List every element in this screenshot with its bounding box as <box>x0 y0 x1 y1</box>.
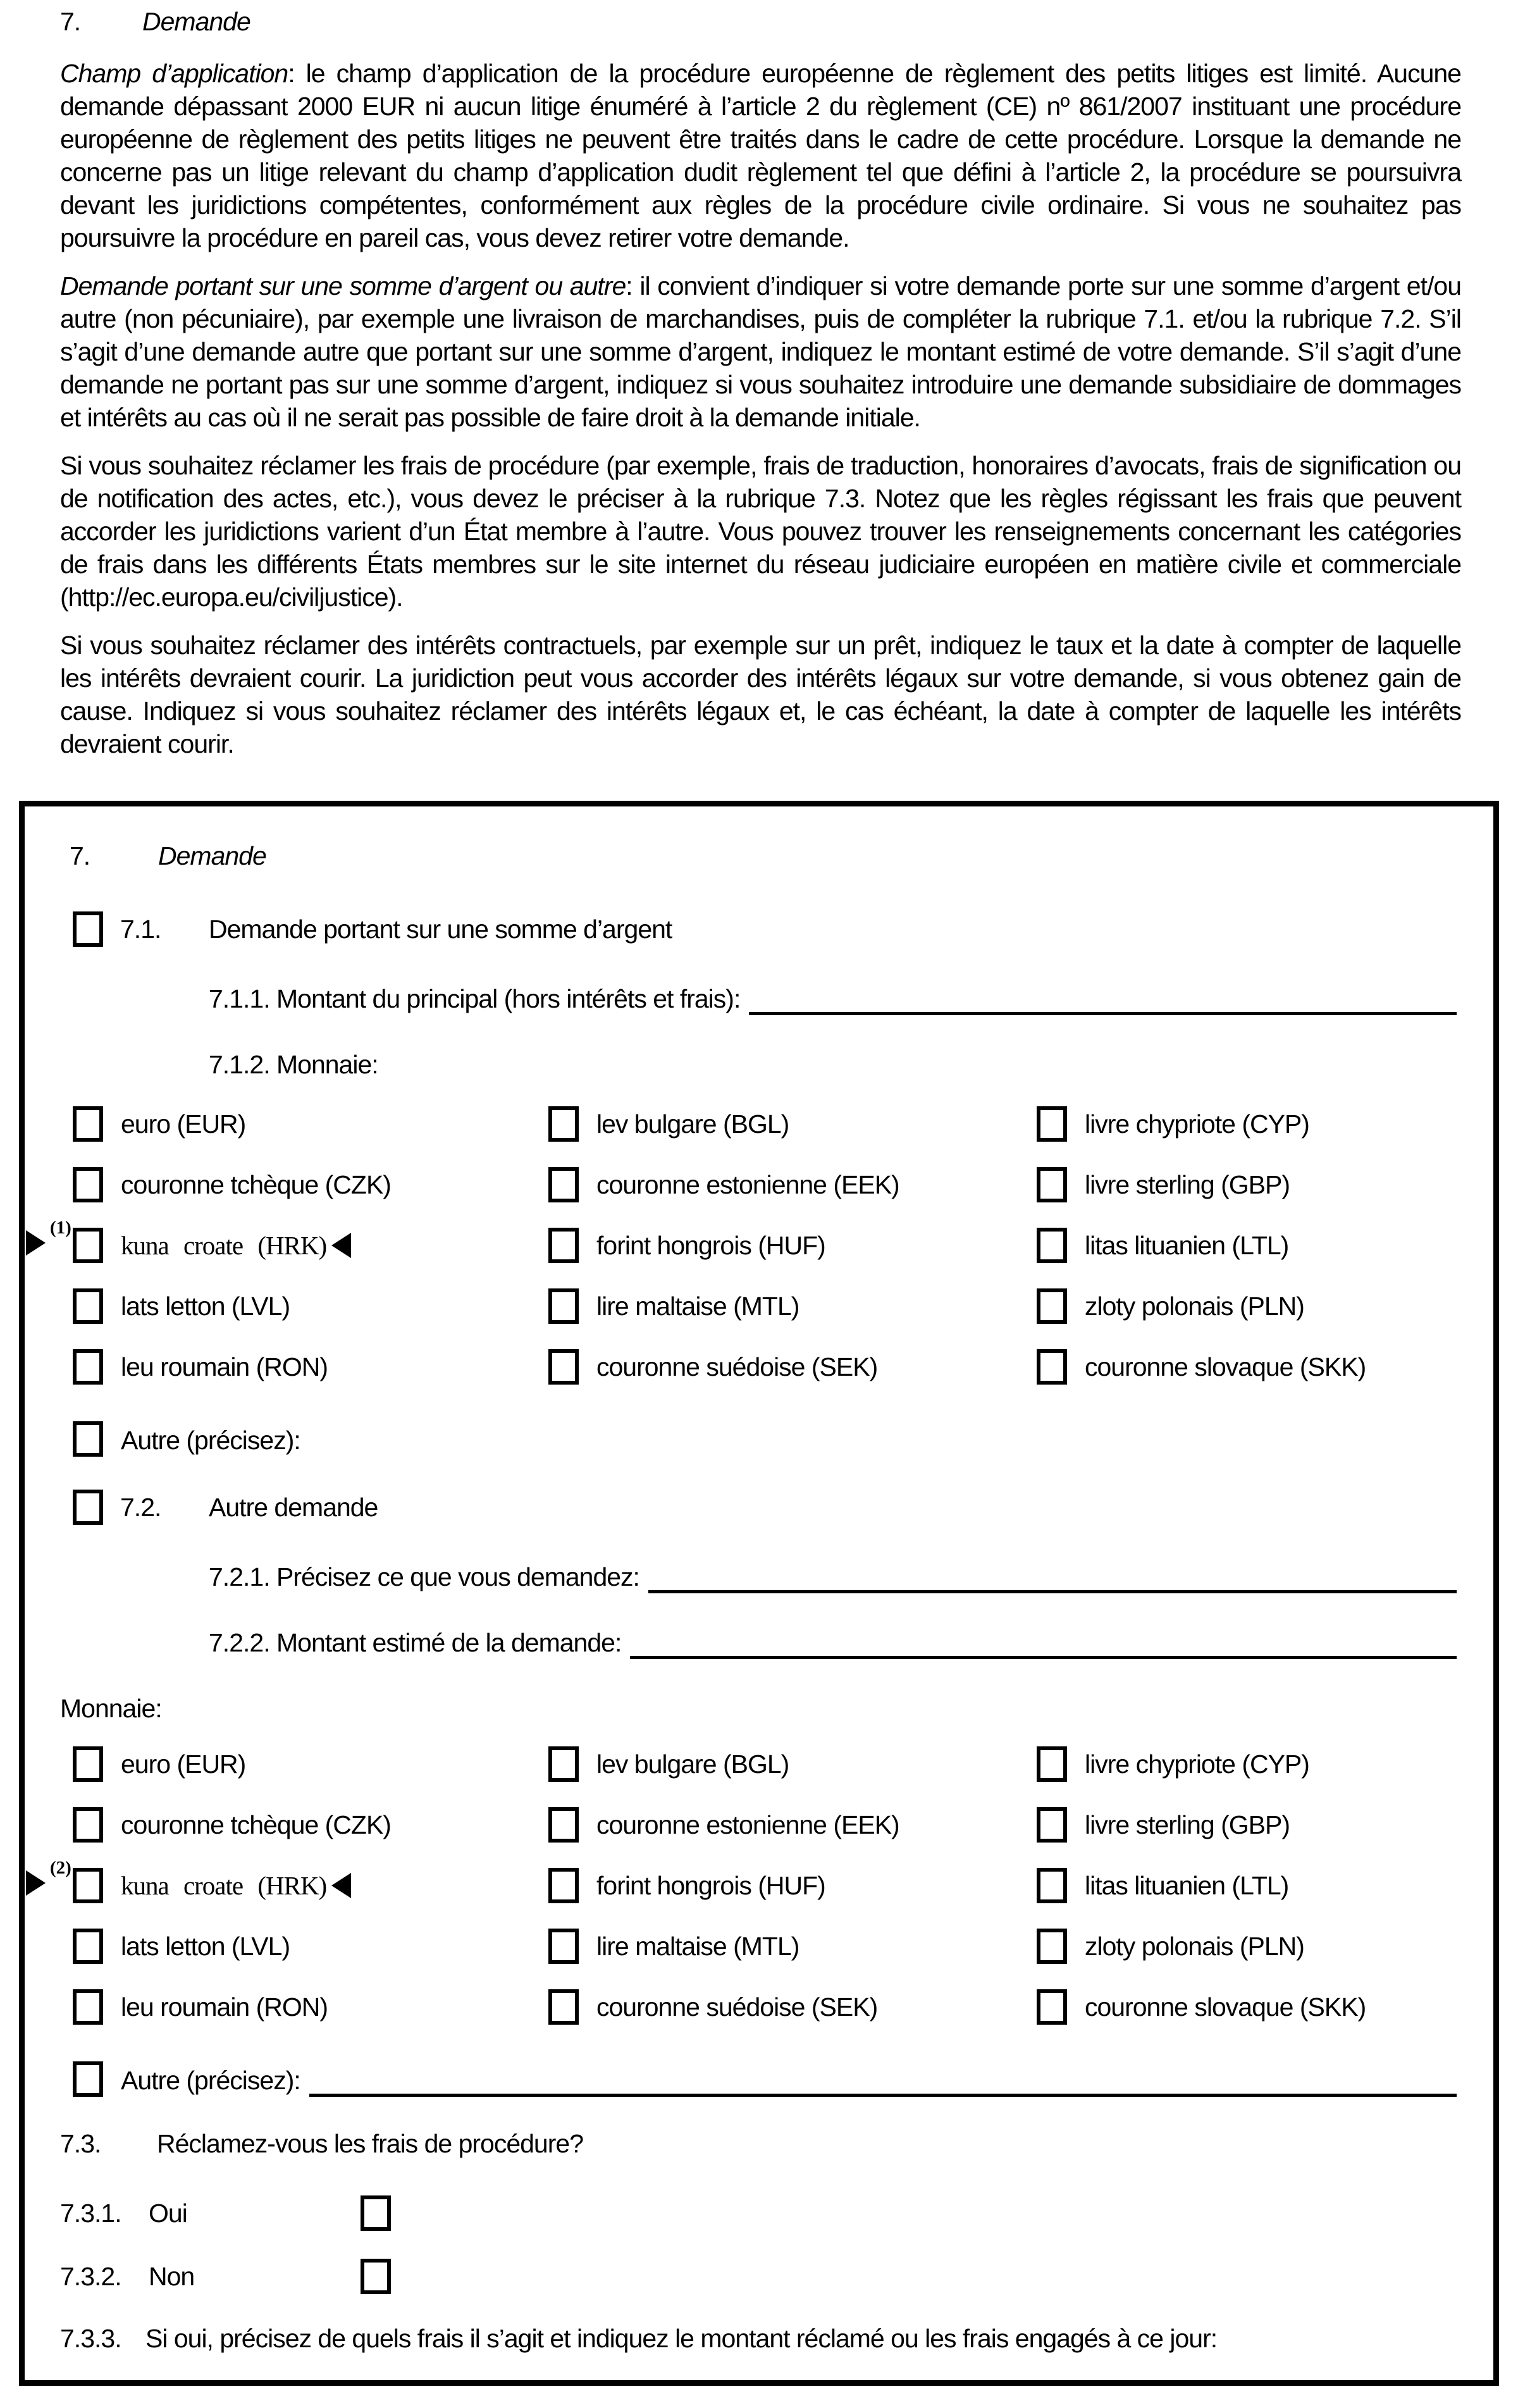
currency-label: couronne suédoise (SEK) <box>596 1352 878 1381</box>
currency-grid-1 <box>50 1106 1457 1410</box>
currency-label: couronne suédoise (SEK) <box>596 1992 878 2022</box>
currency-label: lats letton (LVL) <box>121 1292 290 1321</box>
oui-label: Oui <box>149 2199 187 2228</box>
form-heading <box>70 839 1457 872</box>
currency-option-mtl[interactable] <box>548 1929 1037 1964</box>
field-number: 7.3.1. <box>60 2199 121 2228</box>
field-7-2-2 <box>209 1626 1457 1659</box>
field-label: 7.2.2. Montant estimé de la demande: <box>209 1628 622 1657</box>
currency-option-eur[interactable] <box>73 1106 548 1142</box>
currency-checkbox[interactable] <box>73 1421 103 1457</box>
currency-option-ltl[interactable] <box>1037 1228 1457 1263</box>
currency-checkbox[interactable] <box>1037 1349 1067 1385</box>
paragraph-lead: Demande portant sur une somme d’argent ou autre <box>60 271 626 300</box>
checkbox-oui[interactable] <box>361 2195 391 2231</box>
field-number: 7.3.3. <box>60 2324 121 2353</box>
field-7-3-1-oui[interactable] <box>60 2195 1457 2231</box>
currency-option-other-1[interactable] <box>73 1421 1457 1457</box>
currency-checkbox[interactable] <box>1037 1167 1067 1202</box>
section-7-3 <box>60 2127 1457 2160</box>
paragraph-demande-somme <box>60 269 1461 434</box>
currency-checkbox[interactable] <box>1037 1989 1067 2025</box>
currency-checkbox[interactable] <box>73 1167 103 1202</box>
currency-label: livre chypriote (CYP) <box>1085 1109 1309 1139</box>
currency-label: euro (EUR) <box>121 1109 246 1139</box>
currency-label: lire maltaise (MTL) <box>596 1932 799 1961</box>
currency-option-pln[interactable] <box>1037 1929 1457 1964</box>
currency-checkbox[interactable] <box>548 1288 579 1324</box>
paragraph-body: : il convient d’indiquer si votre demande porte sur une somme d’argent et/ou autre (non pécuniaire), par exemple une livraison de marchandises, puis de compléter la rubrique 7.1. et/ou la rubrique 7.2. S’il s’agit d’une demande autre que portant sur une somme d’argent, indiquez le montant estimé de votre demande. S’il s’agit d’une demande ne portant pas sur une somme d’argent, indiquez si vous souhaitez introduire une demande subsidiaire de dommages et intérêts au cas où il ne serait pas possible de faire droit à la demande initiale. <box>60 271 1461 432</box>
currency-label: couronne estonienne (EEK) <box>596 1810 899 1839</box>
section-number: 7.3. <box>60 2129 101 2158</box>
section-number: 7.2. <box>120 1493 161 1522</box>
currency-checkbox[interactable] <box>548 1807 579 1843</box>
currency-checkbox[interactable] <box>548 1746 579 1782</box>
paragraph-body: Si vous souhaitez réclamer des intérêts contractuels, par exemple sur un prêt, indiquez le taux et la date à compter de laquelle les intérêts devraient courir. La juridiction peut vous accorder des intérêts légaux sur votre demande, si vous obtenez gain de cause. Indiquez si vous souhaitez réclamer des intérêts légaux et, le cas échéant, la date à compter de laquelle les intérêts devraient courir. <box>60 631 1461 758</box>
field-number: 7.3.2. <box>60 2262 121 2291</box>
currency-label: couronne tchèque (CZK) <box>121 1170 391 1199</box>
currency-checkbox[interactable] <box>548 1167 579 1202</box>
section-7-2[interactable] <box>73 1490 1457 1525</box>
non-label: Non <box>149 2262 195 2291</box>
amendment-start-marker-icon <box>26 1870 46 1896</box>
amount-principal-input[interactable] <box>749 984 1457 1015</box>
currency-label: lev bulgare (BGL) <box>596 1109 789 1139</box>
paragraph-frais-procedure <box>60 449 1461 614</box>
currency-option-hrk[interactable] <box>50 1218 548 1263</box>
currency-label: kuna croate (HRK) <box>121 1231 327 1260</box>
currency-option-eek[interactable] <box>548 1807 1037 1843</box>
currency-option-sek[interactable] <box>548 1349 1037 1385</box>
currency-label: kuna croate (HRK) <box>121 1871 327 1900</box>
currency-option-other-2[interactable] <box>73 2061 1457 2097</box>
currency-label: lev bulgare (BGL) <box>596 1750 789 1779</box>
amendment-ref-1: (1) <box>50 1218 71 1238</box>
currency-option-cyp[interactable] <box>1037 1746 1457 1782</box>
field-7-2-1 <box>209 1560 1457 1593</box>
paragraph-body: : le champ d’application de la procédure européenne de règlement des petits litiges est limité. Aucune demande dépassant 2000 EUR ni aucun litige énuméré à l’article 2 du règlement (CE) nº 861/2007 instituant une procédure européenne de règlement des petits litiges ne peuvent être traités dans le cadre de cette procédure. Lorsque la demande ne concerne pas un litige relevant du champ d’application dudit règlement tel que défini à l’article 2, la procédure se poursuivra devant les juridictions compétentes, conformément aux règles de la procédure civile ordinaire. Si vous ne souhaitez pas poursuivre la procédure en pareil cas, vous devez retirer votre demande. <box>60 59 1461 252</box>
currency-option-ron[interactable] <box>73 1989 548 2025</box>
currency-option-eek[interactable] <box>548 1167 1037 1202</box>
form-heading-number: 7. <box>70 841 90 870</box>
amendment-end-marker-icon <box>331 1233 351 1258</box>
currency-label: lire maltaise (MTL) <box>596 1292 799 1321</box>
currency-label: livre chypriote (CYP) <box>1085 1750 1309 1779</box>
currency-checkbox[interactable] <box>1037 1807 1067 1843</box>
currency-checkbox[interactable] <box>73 1929 103 1964</box>
currency-checkbox[interactable] <box>1037 1868 1067 1903</box>
paragraph-champ-application <box>60 57 1461 254</box>
currency-checkbox[interactable] <box>73 1228 103 1263</box>
checkbox-non[interactable] <box>361 2259 391 2294</box>
paragraph-lead: Champ d’application <box>60 59 288 88</box>
currency-label: zloty polonais (PLN) <box>1085 1292 1304 1321</box>
currency-label: couronne tchèque (CZK) <box>121 1810 391 1839</box>
section-label: Demande portant sur une somme d’argent <box>209 915 672 944</box>
currency-checkbox[interactable] <box>73 1989 103 2025</box>
currency-option-ltl[interactable] <box>1037 1868 1457 1903</box>
currency-label: couronne slovaque (SKK) <box>1085 1352 1366 1381</box>
estimated-amount-input[interactable] <box>630 1628 1457 1659</box>
amendment-end-marker-icon <box>331 1873 351 1898</box>
currency-checkbox[interactable] <box>73 1746 103 1782</box>
section-label: Autre demande <box>209 1493 378 1522</box>
currency-option-skk[interactable] <box>1037 1989 1457 2025</box>
intro-section <box>0 0 1518 760</box>
currency-checkbox[interactable] <box>73 1807 103 1843</box>
field-label: 7.2.1. Précisez ce que vous demandez: <box>209 1562 639 1591</box>
section-number: 7.1. <box>120 915 161 944</box>
form-heading-title: Demande <box>158 841 266 870</box>
currency-checkbox[interactable] <box>548 1228 579 1263</box>
other-claim-description-input[interactable] <box>648 1562 1457 1593</box>
section-label: Réclamez-vous les frais de procédure? <box>157 2129 583 2158</box>
currency-option-lvl[interactable] <box>73 1929 548 1964</box>
field-label: 7.1.1. Montant du principal (hors intérêts et frais): <box>209 984 741 1013</box>
field-7-3-2-non[interactable] <box>60 2259 1457 2294</box>
currency-label: livre sterling (GBP) <box>1085 1170 1290 1199</box>
paragraph-interets <box>60 629 1461 760</box>
currency-checkbox[interactable] <box>548 1989 579 2025</box>
currency-option-bgl[interactable] <box>548 1746 1037 1782</box>
currency-option-czk[interactable] <box>73 1807 548 1843</box>
currency-checkbox[interactable] <box>1037 1106 1067 1142</box>
currency-option-mtl[interactable] <box>548 1288 1037 1324</box>
currency-option-eur[interactable] <box>73 1746 548 1782</box>
currency-label: couronne estonienne (EEK) <box>596 1170 899 1199</box>
field-7-1-2 <box>209 1048 1457 1081</box>
currency-checkbox[interactable] <box>548 1929 579 1964</box>
currency-option-cyp[interactable] <box>1037 1106 1457 1142</box>
intro-heading-title: Demande <box>142 7 250 36</box>
currency-option-ron[interactable] <box>73 1349 548 1385</box>
currency-label: zloty polonais (PLN) <box>1085 1932 1304 1961</box>
currency-option-bgl[interactable] <box>548 1106 1037 1142</box>
currency-option-gbp[interactable] <box>1037 1807 1457 1843</box>
field-label: Si oui, précisez de quels frais il s’agit et indiquez le montant réclamé ou les frais engagés à ce jour: <box>145 2324 1218 2353</box>
intro-heading <box>60 5 1461 38</box>
checkbox-7-2[interactable] <box>73 1490 103 1525</box>
currency-checkbox[interactable] <box>73 2061 103 2097</box>
currency-label: forint hongrois (HUF) <box>596 1231 825 1260</box>
currency-label: litas lituanien (LTL) <box>1085 1231 1289 1260</box>
currency-option-huf[interactable] <box>548 1228 1037 1263</box>
currency-option-huf[interactable] <box>548 1868 1037 1903</box>
currency-option-gbp[interactable] <box>1037 1167 1457 1202</box>
currency-checkbox[interactable] <box>73 1106 103 1142</box>
currency-option-pln[interactable] <box>1037 1288 1457 1324</box>
currency-label: livre sterling (GBP) <box>1085 1810 1290 1839</box>
currency-option-lvl[interactable] <box>73 1288 548 1324</box>
intro-heading-number: 7. <box>60 7 81 36</box>
currency-label: litas lituanien (LTL) <box>1085 1871 1289 1900</box>
amendment-ref-2: (2) <box>50 1858 71 1878</box>
currency-checkbox[interactable] <box>548 1106 579 1142</box>
amendment-start-marker-icon <box>26 1230 46 1256</box>
currency-label: euro (EUR) <box>121 1750 246 1779</box>
currency-option-sek[interactable] <box>548 1989 1037 2025</box>
currency-checkbox[interactable] <box>548 1868 579 1903</box>
currency-label: leu roumain (RON) <box>121 1352 328 1381</box>
field-7-1-1 <box>209 982 1457 1015</box>
currency-label: couronne slovaque (SKK) <box>1085 1992 1366 2022</box>
currency-checkbox[interactable] <box>73 1868 103 1903</box>
form-box-section-7 <box>19 801 1499 2386</box>
monnaie-label: Monnaie: <box>60 1694 162 1723</box>
field-number: 7.1.2. <box>209 1050 270 1079</box>
currency-grid-2 <box>50 1746 1457 2050</box>
currency-option-skk[interactable] <box>1037 1349 1457 1385</box>
currency-checkbox[interactable] <box>73 1349 103 1385</box>
currency-checkbox[interactable] <box>1037 1288 1067 1324</box>
field-label: Monnaie: <box>276 1050 378 1079</box>
other-currency-label: Autre (précisez): <box>121 2066 300 2095</box>
currency-label: leu roumain (RON) <box>121 1992 328 2022</box>
field-7-3-3 <box>60 2322 1457 2355</box>
checkbox-7-1[interactable] <box>73 911 103 947</box>
paragraph-body: Si vous souhaitez réclamer les frais de procédure (par exemple, frais de traduction, honoraires d’avocats, frais de signification ou de notification des actes, etc.), vous devez le préciser à la rubrique 7.3. Notez que les règles régissant les frais que peuvent accorder les juridictions varient d’un État membre à l’autre. Vous pouvez trouver les renseignements concernant les catégories de frais dans les différents États membres sur le site internet du réseau judiciaire européen en matière civile et commerciale (http://ec.europa.eu/civiljustice). <box>60 451 1461 612</box>
other-currency-label: Autre (précisez): <box>121 1426 300 1455</box>
currency-checkbox[interactable] <box>1037 1929 1067 1964</box>
currency-checkbox[interactable] <box>548 1349 579 1385</box>
currency-option-hrk[interactable] <box>50 1858 548 1903</box>
currency-checkbox[interactable] <box>1037 1228 1067 1263</box>
section-7-1[interactable] <box>73 911 1457 947</box>
currency-label: lats letton (LVL) <box>121 1932 290 1961</box>
currency-checkbox[interactable] <box>73 1288 103 1324</box>
currency-label: forint hongrois (HUF) <box>596 1871 825 1900</box>
currency-checkbox[interactable] <box>1037 1746 1067 1782</box>
other-currency-input[interactable] <box>309 2066 1457 2097</box>
currency-option-czk[interactable] <box>73 1167 548 1202</box>
